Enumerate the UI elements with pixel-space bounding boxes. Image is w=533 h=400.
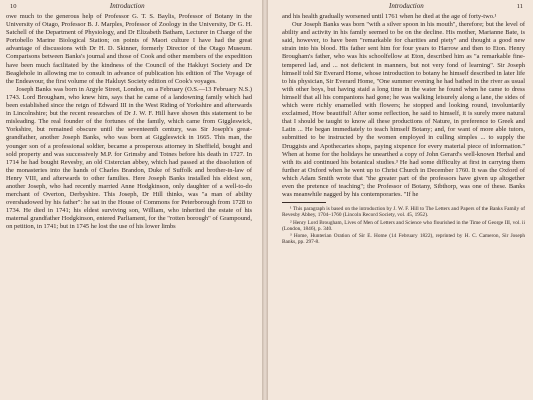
running-head: Introduction xyxy=(109,2,145,10)
footnote: ³ Home, Hunterian Oration of Sir E. Home (14 February 1822), reprinted by H. C. Cameron, Sir Joseph Banks, pp. 297-8. xyxy=(282,232,525,246)
right-page-body xyxy=(282,13,525,246)
left-page-body xyxy=(6,13,252,232)
paragraph: Our Joseph Banks was born "with a silver spoon in his mouth", therefore; but the level of ability and activity in his family seemed to be on the decline. His mother, Marianne Bate, is said, however, to have been "remarkable for charities and piety" and thought a good new strain into his blood. His father sent him for four years to Harrow and then to Eton. Henry Brougham's father, who was his schoolfellow at Eton, described him as "a remarkable fine-tempered lad, and ... not deficient in manners, but not very fond of learning". Sir Joseph himself told Sir Everard Home, whose introduction to botany he himself described in later life to his physician, Sir Everard Home, "One summer evening he had bathed in the river as usual with other boys, but having staid a long time in the water he found when he came to dress himself that all his companions had gone; he was walking leisurely along a lane, the sides of which were richly enamelled with flowers; he stopped and looking round, involuntarily exclaimed, How beautiful! After some reflection, he said to himself, it is surely more natural that I should be taught to know all these productions of Nature, in preference to Greek and Latin ... He began immediately to teach himself Botany; and, for want of more able tutors, submitted to be instructed by the women employed in culling simples ... to supply the Druggists and Apothecaries shops, paying sixpence for every material piece of information." When at home for the holidays he unearthed a copy of John Gerard's well-known Herbal and with its aid continued his botanical studies.³ He had some difficulty at first in carrying them further at Oxford when he went up to Christ Church in December 1760. It was the Oxford of which Adam Smith wrote that "the greater part of the professors have given up altogether even the pretence of teaching"; the Professor of Botany, Sibthorp, was one of these. Banks was meanwhile nagged by his contemporaries. "If he xyxy=(282,21,525,199)
right-page-header xyxy=(286,2,523,11)
footnote-rule xyxy=(282,202,326,203)
left-page xyxy=(0,0,262,400)
paragraph: Joseph Banks was born in Argyle Street, London, on a February (O.S.—13 February N.S.) 1743. Lord Brougham, who knew him, says that he came of a landowning family which had been established since the reign of Edward III in the West Riding of Yorkshire and afterwards in Lincolnshire; but the recent researches of Dr J. W. F. Hill have shown this statement to be misleading. The real founder of the fortunes of the family, which came from Giggleswick, Yorkshire, but remained obscure until the seventeenth century, was Sir Joseph's great-grandfather, another Joseph Banks, who was born at Giggleswick in 1665. This man, the younger son of a professional soldier, became a prosperous attorney in Sheffield, bought and sold property and was successively M.P. for Grimsby and Totnes before his death in 1727. In 1714 he had bought Revesby, an old Cistercian abbey, which had passed at the dissolution of the monasteries into the hands of Charles Brandon, Duke of Suffolk and brother-in-law of Henry VIII, and afterwards to other families. Here Joseph Banks installed his eldest son, another Joseph, who had recently married Anne Hodgkinson, only daughter of a well-to-do merchant of Overton, Derbyshire. This Joseph, Dr Hill thinks, was "a man of ability overshadowed by his father": he sat in the House of Commons for Peterborough from 1728 to 1734. He died in 1741; his eldest surviving son, William, who inherited the estate of his maternal grandfather Hodgkinson, entered Parliament, for the "rotten borough" of Grampound, on petition, in 1741; but in 1745 he lost the use of his lower limbs xyxy=(6,85,252,231)
footnote: ² Henry Lord Brougham, Lives of Men of Letters and Science who flourished in the Time of George III, vol. ii (London, 1846), p. 340. xyxy=(282,219,525,232)
paragraph: owe much to the generous help of Professor G. T. S. Baylis, Professor of Botany in the University of Otago, Professor B. J. Marples, Professor of Zoology in the University, Dr G. H. Satchell of the Department of Physiology, and Dr Elizabeth Batham, Lecturer in Charge of the Portobello Marine Biological Station; on points of Maori culture I have had the great advantage of discussions with Dr H. D. Skinner, formerly Director of the Otago Museum. Comparisons between Banks's journal and those of Cook and other members of the expedition have been much facilitated by the kindness of the Council of the Hakluyt Society and Dr Beaglehole in allowing me to consult in advance of publication his edition of The Voyage of the Endeavour, the first volume of the Hakluyt Society edition of Cook's voyages. xyxy=(6,13,252,85)
paragraph: and his health gradually worsened until 1761 when he died at the age of forty-two.¹ xyxy=(282,13,497,20)
footnote: ¹ This paragraph is based on the introduction by J. W. F. Hill to The Letters and Papers of the Banks Family of Revesby Abbey, 1704–1760 (Lincoln Record Society, vol. 45, 1952). xyxy=(282,206,525,219)
page-number: 11 xyxy=(516,3,523,10)
running-head: Introduction xyxy=(388,2,424,10)
right-page xyxy=(268,0,533,400)
left-page-header xyxy=(10,2,248,11)
page-number: 10 xyxy=(10,3,17,10)
